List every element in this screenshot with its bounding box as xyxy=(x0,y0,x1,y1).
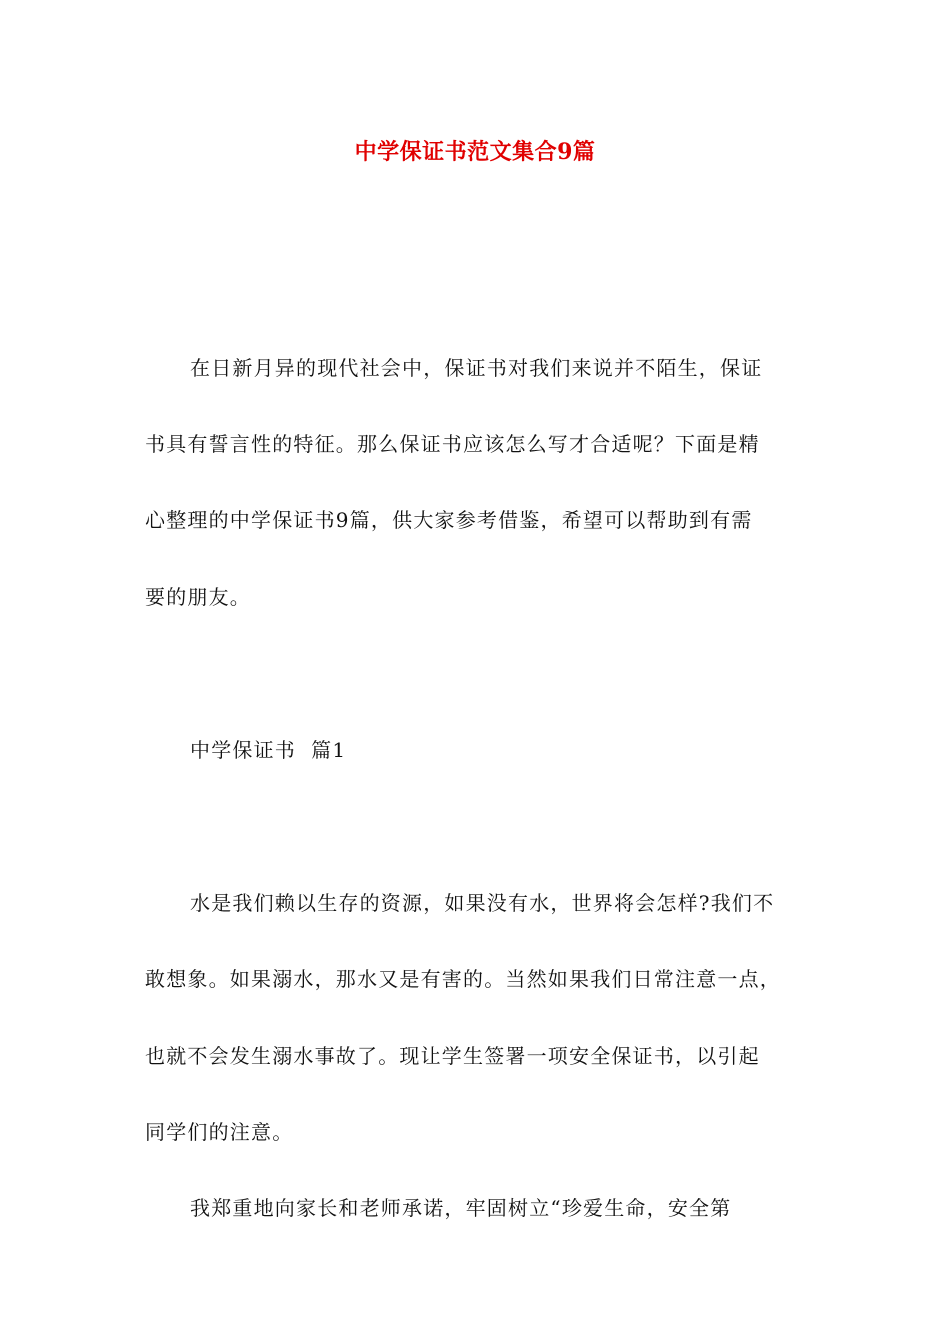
para1-line-2: 敢想象。如果溺水，那水又是有害的。当然如果我们日常注意一点， xyxy=(145,967,781,991)
para1-line-4: 同学们的注意。 xyxy=(145,1120,294,1144)
para1-line-1: 水是我们赖以生存的资源，如果没有水，世界将会怎样?我们不 xyxy=(190,891,775,915)
section-heading: 中学保证书 篇1 xyxy=(190,738,347,762)
document-title: 中学保证书范文集合9篇 xyxy=(354,139,596,165)
para2-line-1: 我郑重地向家长和老师承诺，牢固树立“珍爱生命，安全第 xyxy=(190,1196,732,1220)
para1-line-3: 也就不会发生溺水事故了。现让学生签署一项安全保证书，以引起 xyxy=(145,1044,760,1068)
intro-line-2: 书具有誓言性的特征。那么保证书应该怎么写才合适呢？下面是精 xyxy=(145,432,760,456)
intro-line-4: 要的朋友。 xyxy=(145,585,251,609)
intro-line-3: 心整理的中学保证书9篇，供大家参考借鉴，希望可以帮助到有需 xyxy=(145,508,753,532)
intro-line-1: 在日新月异的现代社会中，保证书对我们来说并不陌生，保证 xyxy=(190,356,763,380)
